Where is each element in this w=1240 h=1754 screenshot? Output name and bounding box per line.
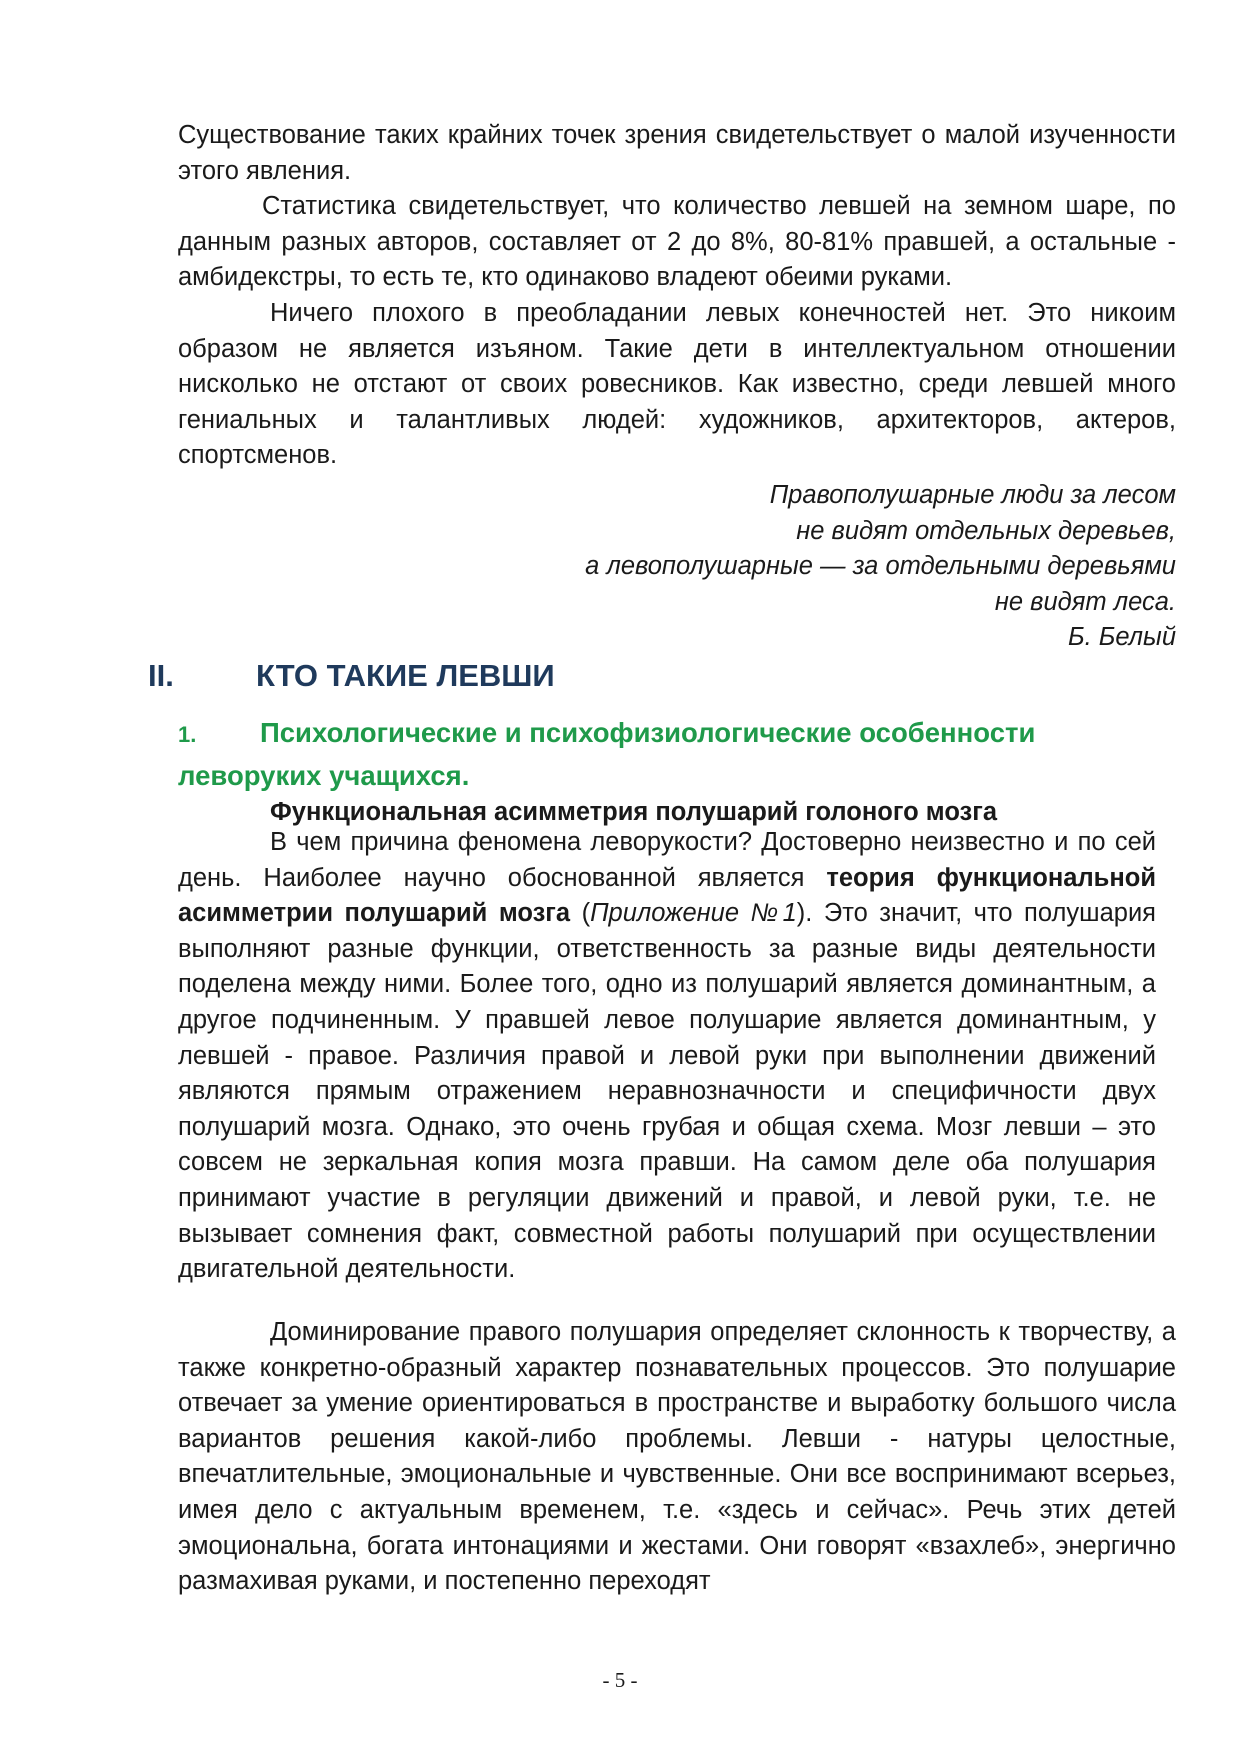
page-number: - 5 - (602, 1668, 638, 1692)
section-heading (148, 656, 555, 696)
paragraph-3: Ничего плохого в преобладании левых конечностей нет. Это никоим образом не является изъяном. Такие дети в интеллектуальном отношении нисколько не отстают от своих ровесников. Как известно, среди левшей много гениальных и талантливых людей: художников, архитекторов, актеров, спортсменов. (178, 298, 1176, 470)
section-number: II. (148, 658, 174, 693)
final-text-block (178, 1315, 1176, 1600)
paragraph-4-text: В чем причина феномена леворукости? Достоверно неизвестно и по сей день. Наиболее научно обоснованной является (178, 828, 1156, 892)
epigraph (460, 478, 1176, 656)
appendix-reference: Приложение №1 (590, 899, 797, 928)
intro-text-block (178, 118, 1176, 474)
paragraph-4-rest: ). Это значит, что полушария выполняют разные функции, ответственность за разные виды деятельности поделена между ними. Более того, одно из полушарий является доминантным, а другое подчиненным. У правшей левое полушарие является доминантным, у левшей - правое. Различия правой и левой руки при выполнении движений являются прямым отражением неравнозначности и специфичности двух полушарий мозга. Однако, это очень грубая и общая схема. Мозг левши – это совсем не зеркальная копия мозга правши. На самом деле оба полушария принимают участие в регуляции движений и правой, и левой руки, т.е. не вызывает сомнения факт, совместной работы полушарий при осуществлении двигательной деятельности. (178, 899, 1156, 1284)
paragraph-2: Статистика свидетельствует, что количество левшей на земном шаре, по данным разных авторов, составляет от 2 до 8%, 80-81% правшей, а остальные - амбидекстры, то есть те, кто одинаково владеют обеими руками. (178, 192, 1176, 292)
theory-term: теория функциональной асимметрии полушарий мозга (178, 863, 1156, 928)
subsection-heading (178, 712, 1078, 796)
epigraph-line: а левополушарные — за отдельными деревьями (585, 552, 1176, 581)
epigraph-line: не видят отдельных деревьев, (796, 516, 1176, 545)
subsection-number: 1. (178, 722, 197, 747)
subheading: Функциональная асимметрия полушарий голоного мозга (270, 798, 998, 826)
epigraph-line: Правополушарные люди за лесом (769, 481, 1176, 509)
epigraph-author: Б. Белый (1067, 623, 1176, 652)
paragraph-4 (178, 825, 1156, 1288)
paragraph-5: Доминирование правого полушария определяет склонность к творчеству, а также конкретно-образный характер познавательных процессов. Это полушарие отвечает за умение ориентироваться в пространстве и выработку большого числа вариантов решения какой-либо проблемы. Левши - натуры целостные, впечатлительные, эмоциональные и чувственные. Они все воспринимают всерьез, имея дело с актуальным временем, т.е. «здесь и сейчас». Речь этих детей эмоциональна, богата интонациями и жестами. Они говорят «взахлеб», энергично размахивая руками, и постепенно переходят (178, 1318, 1176, 1596)
paragraph-4-paren: ( (570, 899, 591, 928)
subsection-title: Психологические и психофизиологические особенности леворуких учащихся. (178, 717, 1036, 791)
epigraph-line: не видят леса. (994, 587, 1176, 616)
paragraph-1: Существование таких крайних точек зрения свидетельствует о малой изученности этого явления. (178, 121, 1176, 185)
section-title: КТО ТАКИЕ ЛЕВШИ (256, 658, 555, 693)
main-text-block (178, 825, 1156, 1288)
